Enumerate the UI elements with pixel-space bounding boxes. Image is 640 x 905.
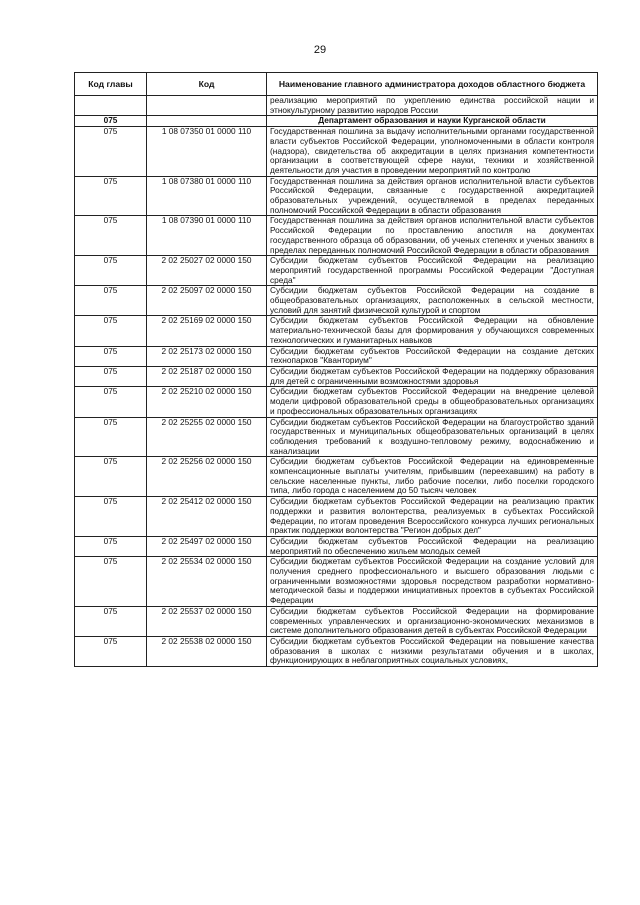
code-cell: 2 02 25187 02 0000 150 [147, 366, 267, 386]
name-cell: Субсидии бюджетам субъектов Российской Федерации на обновление материально-технической базы для формирования у обучающихся современных технологических и гуманитарных навыков [267, 316, 598, 346]
header-name: Наименование главного администратора доходов областного бюджета [267, 73, 598, 96]
chief-code-cell [75, 96, 147, 116]
name-cell: Субсидии бюджетам субъектов Российской Федерации на реализацию мероприятий по обеспечению жильем молодых семей [267, 536, 598, 556]
chief-code-cell: 075 [75, 256, 147, 286]
code-cell: 2 02 25534 02 0000 150 [147, 557, 267, 607]
chief-code-cell: 075 [75, 366, 147, 386]
code-cell: 2 02 25027 02 0000 150 [147, 256, 267, 286]
code-cell: 2 02 25255 02 0000 150 [147, 417, 267, 457]
chief-code-cell: 075 [75, 497, 147, 537]
chief-code-cell: 075 [75, 536, 147, 556]
chief-code-cell: 075 [75, 457, 147, 497]
revenue-administrators-table [74, 72, 598, 667]
code-cell: 2 02 25169 02 0000 150 [147, 316, 267, 346]
name-cell: Субсидии бюджетам субъектов Российской Федерации на повышение качества образования в школах с низкими результатами обучения и в школах, функционирующих в неблагоприятных социальных условиях, [267, 636, 598, 666]
table-row [75, 176, 598, 216]
code-cell: 1 08 07380 01 0000 110 [147, 176, 267, 216]
table-row [75, 316, 598, 346]
table-row [75, 256, 598, 286]
header-code: Код [147, 73, 267, 96]
name-cell: Субсидии бюджетам субъектов Российской Федерации на создание детских технопарков "Кванториум" [267, 346, 598, 366]
table-row [75, 346, 598, 366]
name-cell: Государственная пошлина за действия органов исполнительной власти субъектов Российской Федерации, связанные с государственной аккредитацией образовательных учреждений, осуществляемой в пределах переданных полномочий Российской Федерации в области образования [267, 176, 598, 216]
name-cell: Государственная пошлина за выдачу исполнительными органами государственной власти субъектов Российской Федерации, уполномоченными в области контроля (надзора), свидетельства об аккредитации в целях признания компетентности организации в соответствующей сфере науки, техники и хозяйственной деятельности для участия в проведении мероприятий по контролю [267, 127, 598, 177]
table-row [75, 606, 598, 636]
code-cell: 2 02 25537 02 0000 150 [147, 606, 267, 636]
name-cell: Государственная пошлина за действия органов исполнительной власти субъектов Российской Федерации по проставлению апостиля на документах государственного образца об образовании, об ученых степенях и ученых званиях в пределах переданных полномочий Российской Федерации в области образования [267, 216, 598, 256]
chief-code-cell: 075 [75, 316, 147, 346]
table-row [75, 497, 598, 537]
code-cell: 2 02 25210 02 0000 150 [147, 387, 267, 417]
name-cell: Субсидии бюджетам субъектов Российской Федерации на формирование современных управленческих и организационно-экономических механизмов в системе дополнительного образования детей в субъектах Российской Федерации [267, 606, 598, 636]
table-row [75, 557, 598, 607]
chief-code-cell: 075 [75, 286, 147, 316]
name-cell: Департамент образования и науки Курганской области [267, 116, 598, 127]
code-cell: 2 02 25538 02 0000 150 [147, 636, 267, 666]
header-chief-code: Код главы [75, 73, 147, 96]
name-cell: Субсидии бюджетам субъектов Российской Федерации на реализацию практик поддержки и развития волонтерства, реализуемых в субъектах Российской Федерации, по итогам проведения Всероссийского конкурса лучших региональных практик поддержки волонтерства "Регион добрых дел" [267, 497, 598, 537]
name-cell: Субсидии бюджетам субъектов Российской Федерации на создание условий для получения среднего профессионального и высшего образования людьми с ограниченными возможностями здоровья посредством разработки нормативно-методической базы и поддержки инициативных проектов в субъектах Российской Федерации [267, 557, 598, 607]
chief-code-cell: 075 [75, 387, 147, 417]
name-cell: Субсидии бюджетам субъектов Российской Федерации на единовременные компенсационные выплаты учителям, прибывшим (переехавшим) на работу в сельские населенные пункты, либо рабочие поселки, либо поселки городского типа, либо города с населением до 50 тысяч человек [267, 457, 598, 497]
name-cell: Субсидии бюджетам субъектов Российской Федерации на благоустройство зданий государственных и муниципальных общеобразовательных организаций в целях соблюдения требований к воздушно-тепловому режиму, водоснабжению и канализации [267, 417, 598, 457]
chief-code-cell: 075 [75, 127, 147, 177]
code-cell: 2 02 25497 02 0000 150 [147, 536, 267, 556]
code-cell [147, 96, 267, 116]
name-cell: реализацию мероприятий по укреплению единства российской нации и этнокультурному развитию народов России [267, 96, 598, 116]
code-cell [147, 116, 267, 127]
chief-code-cell: 075 [75, 116, 147, 127]
department-row [75, 116, 598, 127]
chief-code-cell: 075 [75, 417, 147, 457]
code-cell: 2 02 25256 02 0000 150 [147, 457, 267, 497]
name-cell: Субсидии бюджетам субъектов Российской Федерации на реализацию мероприятий государственной программы Российской Федерации "Доступная среда" [267, 256, 598, 286]
chief-code-cell: 075 [75, 346, 147, 366]
name-cell: Субсидии бюджетам субъектов Российской Федерации на создание в общеобразовательных организациях, расположенных в сельской местности, условий для занятий физической культурой и спортом [267, 286, 598, 316]
table-header-row [75, 73, 598, 96]
chief-code-cell: 075 [75, 636, 147, 666]
page-number: 29 [313, 44, 327, 56]
code-cell: 2 02 25412 02 0000 150 [147, 497, 267, 537]
table-row [75, 96, 598, 116]
chief-code-cell: 075 [75, 176, 147, 216]
table-row [75, 127, 598, 177]
chief-code-cell: 075 [75, 606, 147, 636]
code-cell: 2 02 25173 02 0000 150 [147, 346, 267, 366]
table-row [75, 457, 598, 497]
table-body [75, 96, 598, 667]
table-row [75, 636, 598, 666]
code-cell: 2 02 25097 02 0000 150 [147, 286, 267, 316]
code-cell: 1 08 07390 01 0000 110 [147, 216, 267, 256]
table-row [75, 216, 598, 256]
name-cell: Субсидии бюджетам субъектов Российской Федерации на внедрение целевой модели цифровой образовательной среды в общеобразовательных организациях и профессиональных образовательных организациях [267, 387, 598, 417]
table-row [75, 417, 598, 457]
table-row [75, 536, 598, 556]
table-row [75, 286, 598, 316]
table-row [75, 387, 598, 417]
chief-code-cell: 075 [75, 216, 147, 256]
chief-code-cell: 075 [75, 557, 147, 607]
name-cell: Субсидии бюджетам субъектов Российской Федерации на поддержку образования для детей с ограниченными возможностями здоровья [267, 366, 598, 386]
code-cell: 1 08 07350 01 0000 110 [147, 127, 267, 177]
table-row [75, 366, 598, 386]
